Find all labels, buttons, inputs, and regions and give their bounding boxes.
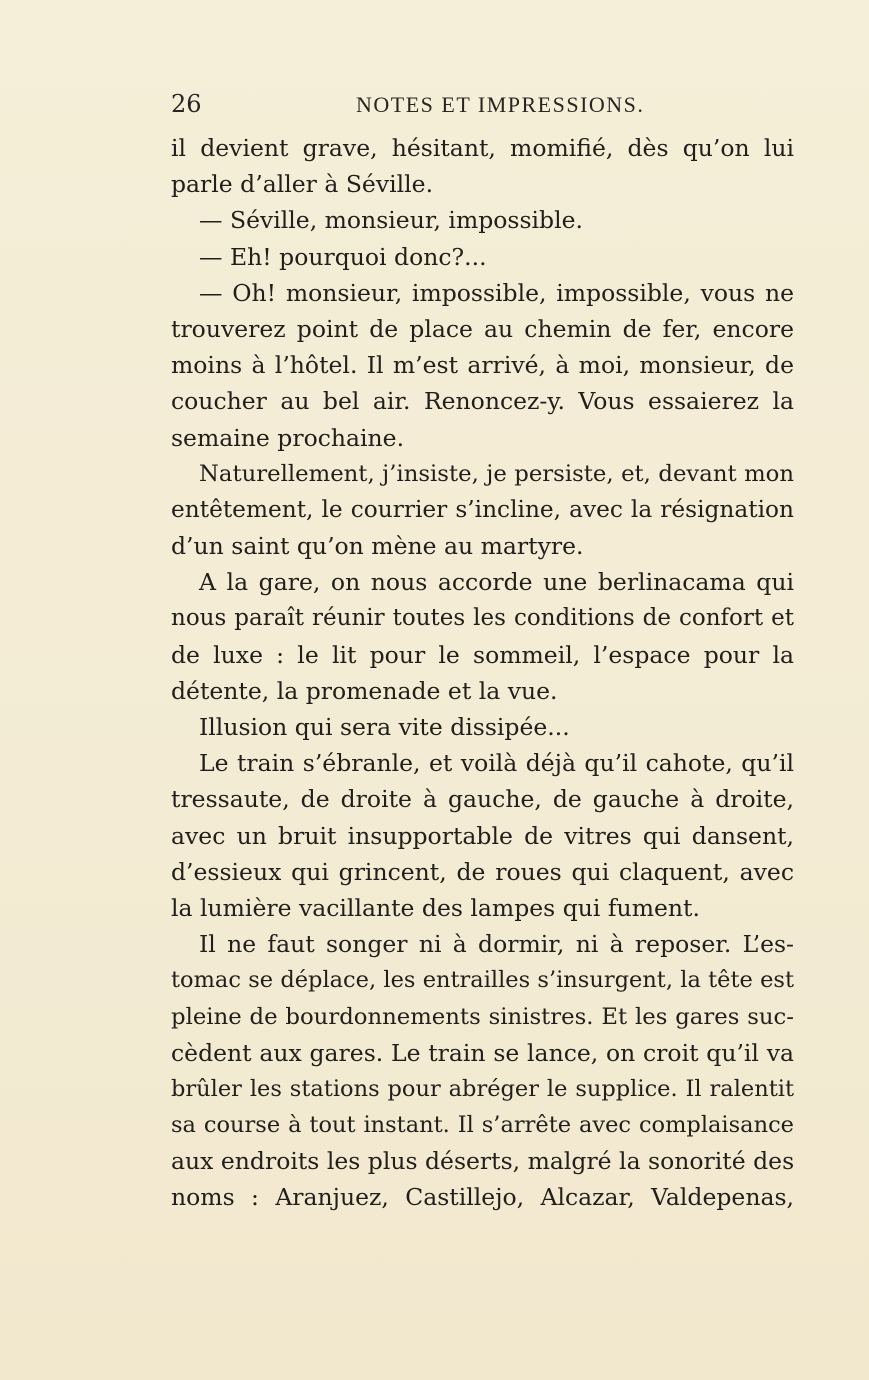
text-line: cèdent aux gares. Le train se lance, on croit qu’il va: [171, 1038, 794, 1067]
text-line: brûler les stations pour abréger le supplice. Il ralentit: [171, 1075, 794, 1102]
text-line: sa course à tout instant. Il s’arrête avec complaisance: [171, 1112, 794, 1139]
text-line: — Séville, monsieur, impossible.: [199, 206, 583, 235]
text-line: semaine prochaine.: [171, 423, 405, 452]
text-line: A la gare, on nous accorde une berlinacama qui: [199, 568, 794, 597]
text-line: — Oh! monsieur, impossible, impossible, vous ne: [199, 278, 794, 307]
text-line: entêtement, le courrier s’incline, avec la résignation: [171, 495, 794, 523]
text-line: coucher au bel air. Renoncez-y. Vous essaierez la: [171, 387, 794, 416]
text-line: nous paraît réunir toutes les conditions de confort et: [171, 605, 794, 632]
page-header: [171, 86, 794, 126]
text-line: pleine de bourdonnements sinistres. Et les gares suc-: [171, 1003, 794, 1030]
text-line: — Eh! pourquoi donc?...: [199, 242, 487, 271]
text-line: Illusion qui sera vite dissipée...: [199, 713, 570, 741]
text-line: Le train s’ébranle, et voilà déjà qu’il cahote, qu’il: [199, 749, 794, 778]
text-line: de luxe : le lit pour le sommeil, l’espace pour la: [171, 640, 794, 669]
text-line: Naturellement, j’insiste, je persiste, et, devant mon: [199, 460, 794, 487]
text-line: trouverez point de place au chemin de fer, encore: [171, 314, 794, 343]
text-line: aux endroits les plus déserts, malgré la sonorité des: [171, 1147, 794, 1176]
body-text: [171, 130, 794, 1216]
text-line: parle d’aller à Séville.: [171, 170, 434, 199]
text-line: Il ne faut songer ni à dormir, ni à reposer. L’es-: [199, 930, 794, 959]
text-line: il devient grave, hésitant, momifié, dès qu’on lui: [171, 134, 794, 162]
text-line: détente, la promenade et la vue.: [171, 676, 558, 705]
text-line: noms : Aranjuez, Castillejo, Alcazar, Valdepenas,: [171, 1183, 794, 1212]
text-line: avec un bruit insupportable de vitres qui dansent,: [171, 821, 794, 850]
text-line: tomac se déplace, les entrailles s’insurgent, la tête est: [171, 967, 794, 994]
text-line: d’un saint qu’on mène au martyre.: [171, 532, 584, 561]
text-line: la lumière vacillante des lampes qui fument.: [171, 893, 700, 922]
text-line: d’essieux qui grincent, de roues qui claquent, avec: [171, 857, 794, 886]
text-line: tressaute, de droite à gauche, de gauche à droite,: [171, 785, 794, 814]
running-head: NOTES ET IMPRESSIONS.: [356, 92, 645, 117]
page-number: 26: [171, 90, 202, 118]
text-line: moins à l’hôtel. Il m’est arrivé, à moi, monsieur, de: [171, 351, 794, 380]
